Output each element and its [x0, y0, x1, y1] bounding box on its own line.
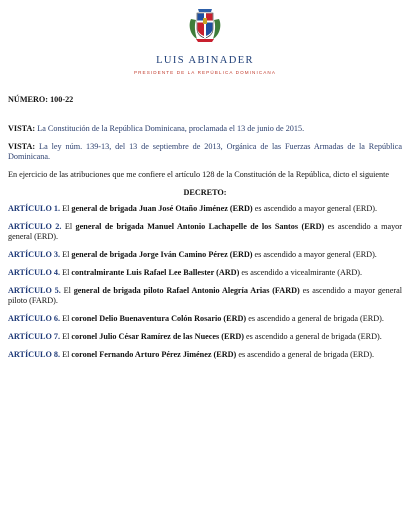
article-text: es ascendido a mayor general (ERD).: [252, 204, 378, 213]
article-text: El: [60, 332, 72, 341]
article-text: es ascendido a mayor general (ERD).: [252, 250, 377, 259]
article-label: ARTÍCULO 3.: [8, 250, 61, 259]
article-text: es ascendido a general de brigada (ERD).: [244, 332, 382, 341]
article-text: es ascendido a general de brigada (ERD).: [246, 314, 384, 323]
article-label: ARTÍCULO 1.: [8, 204, 61, 213]
article: [8, 250, 402, 260]
article-label: ARTÍCULO 6.: [8, 314, 61, 323]
officer-name: general de brigada Juan José Otaño Jiménez (ERD): [71, 204, 253, 213]
officer-name: coronel Delio Buenaventura Colón Rosario (ERD): [71, 314, 247, 323]
article: [8, 332, 402, 342]
officer-name: general de brigada Jorge Iván Camino Pérez (ERD): [71, 250, 253, 259]
article-label: ARTÍCULO 4.: [8, 268, 61, 277]
president-title: PRESIDENTE DE LA REPÚBLICA DOMINICANA: [133, 70, 277, 75]
decree-body: [8, 95, 402, 360]
article-text: es ascendido a mayor general (ERD).: [8, 222, 402, 241]
vista-text: La Constitución de la República Dominicana, proclamada el 13 de junio de 2015.: [35, 124, 305, 133]
decreto-heading: DECRETO:: [183, 188, 227, 197]
article-text: El: [60, 268, 72, 277]
vista-text: La ley núm. 139-13, del 13 de septiembre de 2013, Orgánica de las Fuerzas Armadas de la República Dominicana.: [8, 142, 402, 161]
article: [8, 314, 402, 324]
article-label: ARTÍCULO 7.: [8, 332, 61, 341]
article-text: El: [60, 286, 74, 295]
article-text: El: [61, 222, 76, 231]
officer-name: coronel Fernando Arturo Pérez Jiménez (ERD): [71, 350, 237, 359]
dominican-coat-of-arms-icon: [187, 5, 223, 45]
article: [8, 222, 402, 242]
article-text: El: [60, 314, 72, 323]
vista-label: VISTA:: [8, 142, 36, 151]
preamble: En ejercicio de las atribuciones que me confiere el artículo 128 de la Constitución de la República, dicto el siguiente: [8, 170, 390, 179]
letterhead: [8, 0, 402, 75]
decree-number: NÚMERO: 100-22: [8, 95, 74, 104]
president-name: LUIS ABINADER: [156, 55, 254, 66]
article-text: es ascendido a general de brigada (ERD).: [236, 350, 375, 359]
vista-label: VISTA:: [8, 124, 36, 133]
vista-paragraph: [8, 142, 402, 162]
officer-name: general de brigada piloto Rafael Antonio Alegría Arias (FARD): [73, 286, 300, 295]
article: [8, 350, 402, 360]
article-text: El: [60, 204, 72, 213]
article-text: El: [60, 350, 72, 359]
vista-paragraph: [8, 124, 402, 134]
officer-name: general de brigada Manuel Antonio Lachapelle de los Santos (ERD): [75, 222, 325, 231]
article-text: es ascendido a vicealmirante (ARD).: [239, 268, 363, 277]
article-text: es ascendido a mayor general piloto (FARD).: [8, 286, 403, 305]
officer-name: contralmirante Luis Rafael Lee Ballester (ARD): [71, 268, 240, 277]
article-text: El: [60, 250, 72, 259]
article: [8, 204, 402, 214]
article-label: ARTÍCULO 5.: [8, 286, 61, 295]
officer-name: coronel Julio César Ramírez de las Nueces (ERD): [71, 332, 244, 341]
article-label: ARTÍCULO 8.: [8, 350, 61, 359]
article-label: ARTÍCULO 2.: [8, 222, 62, 231]
article: [8, 268, 402, 278]
article: [8, 286, 402, 306]
